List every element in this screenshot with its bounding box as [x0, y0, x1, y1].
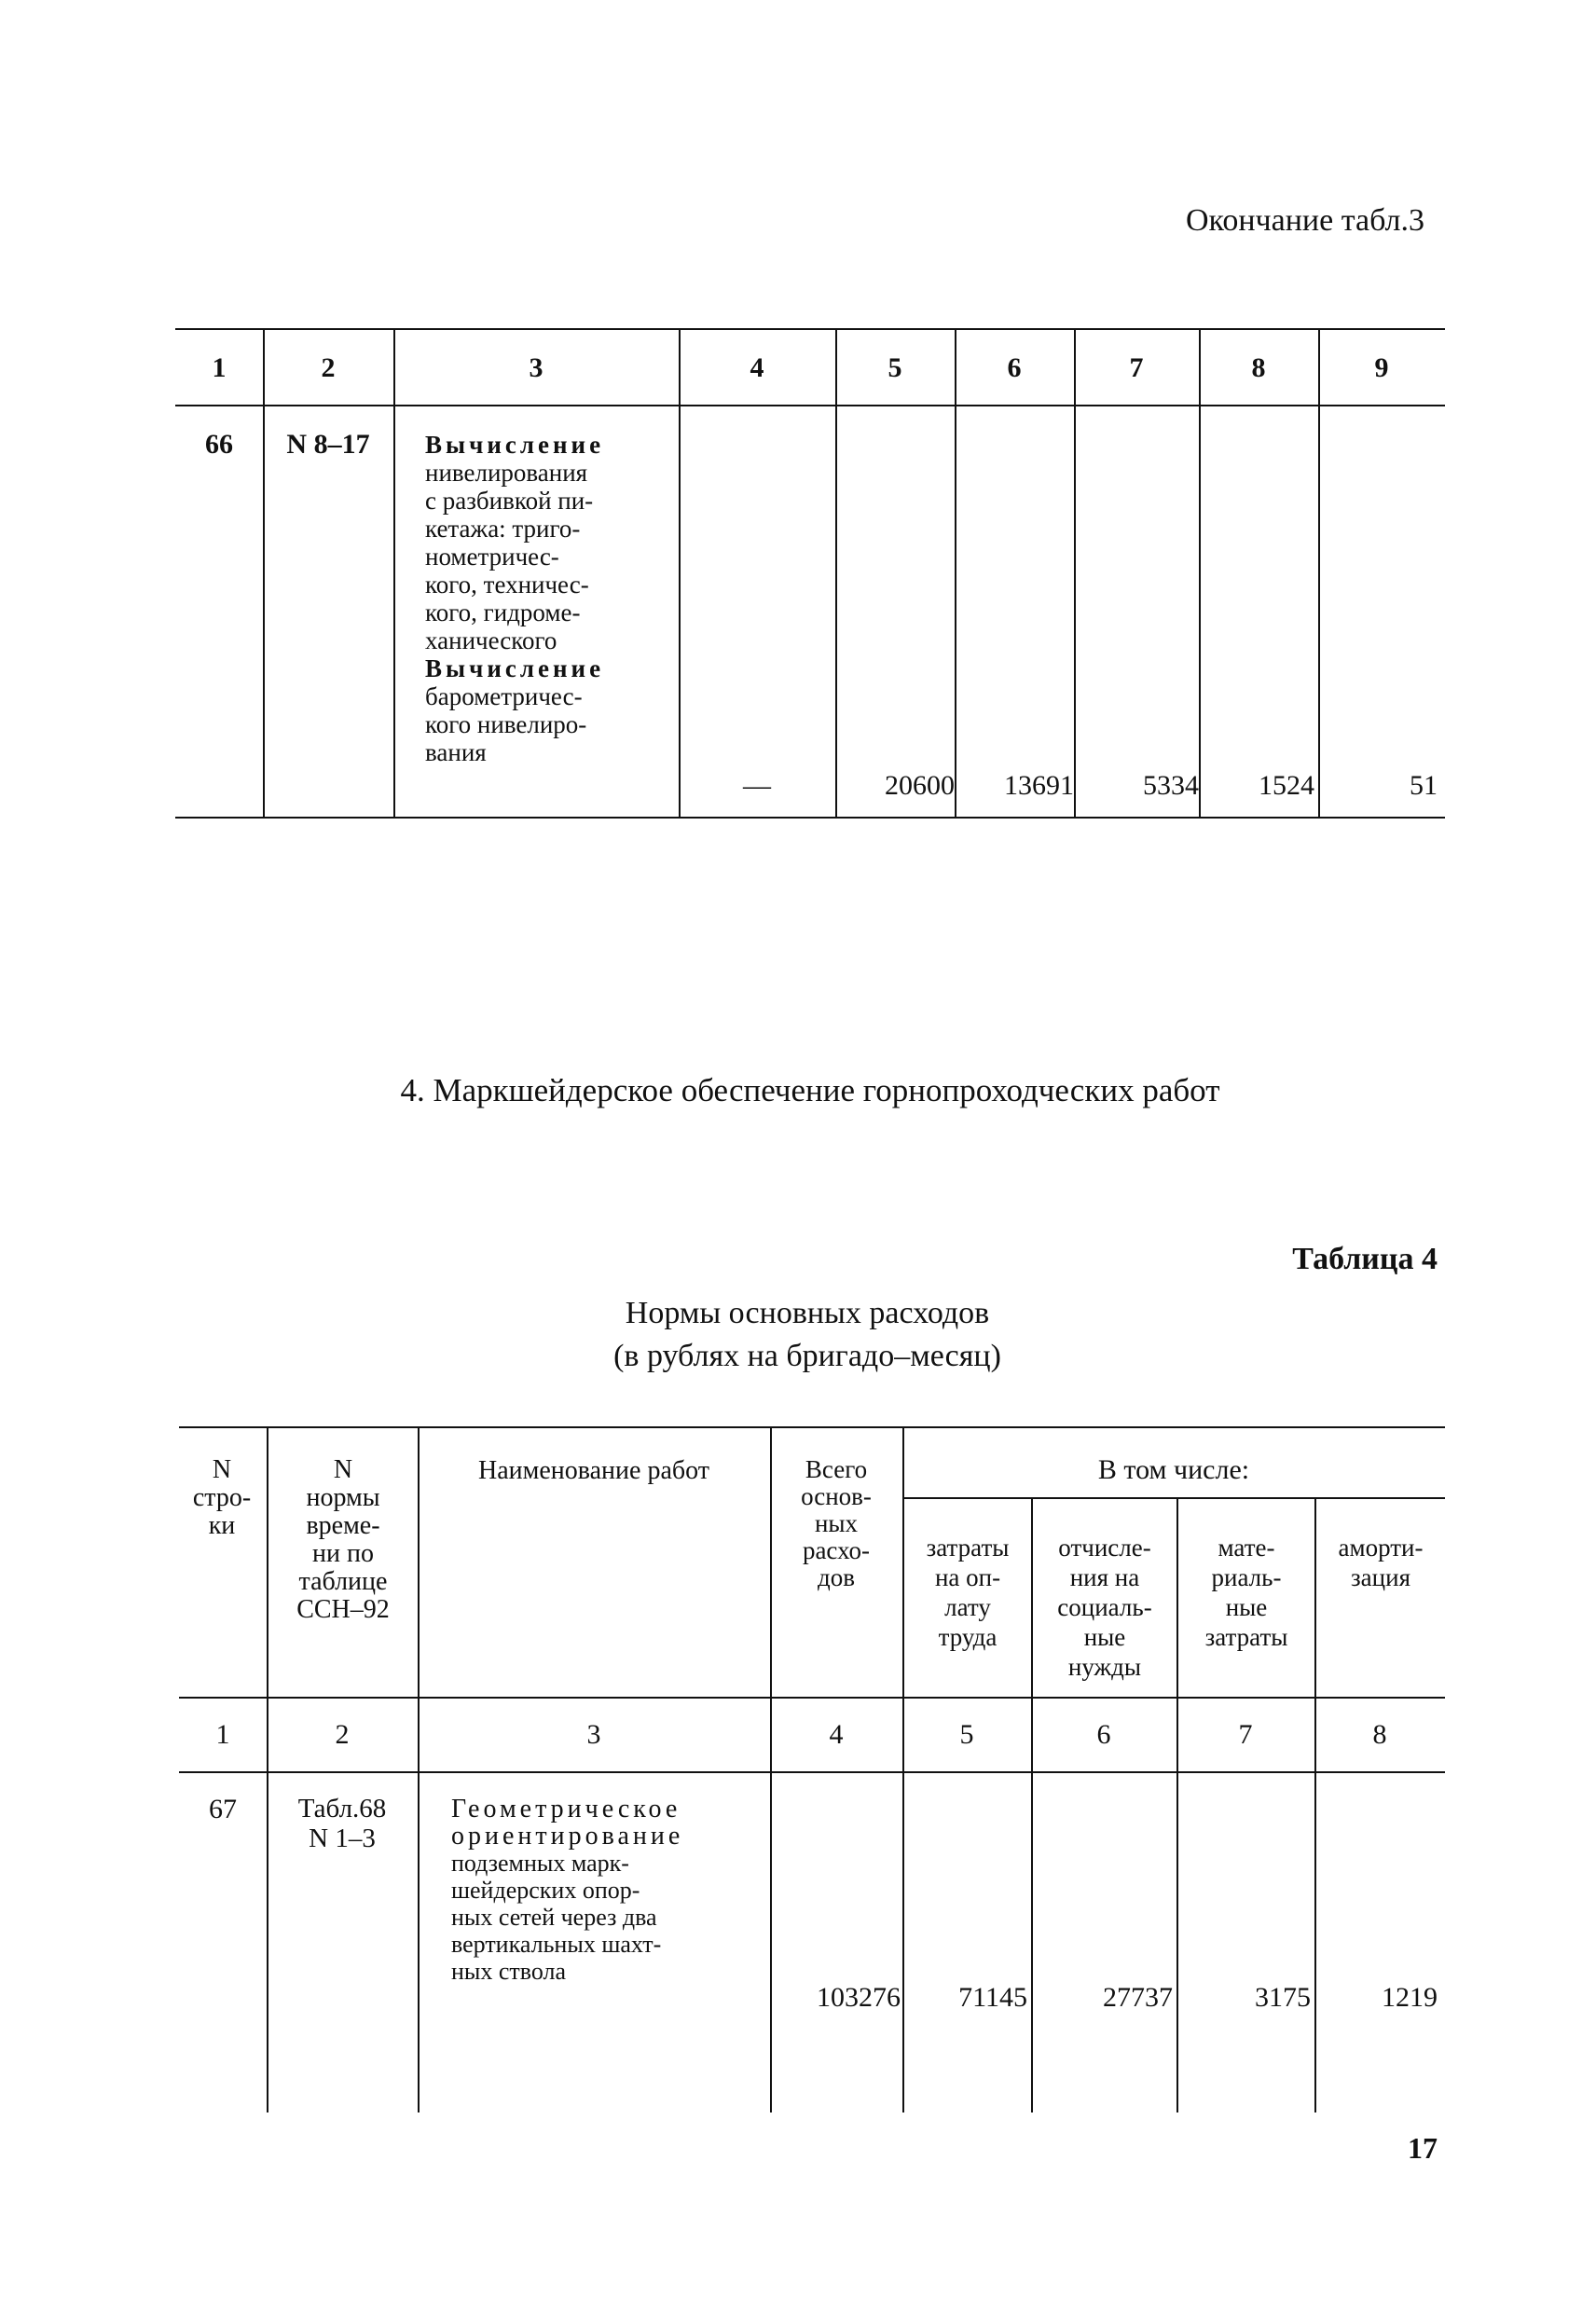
header-line: стро- — [192, 1483, 252, 1512]
work-line: с разбивкой пи- — [425, 487, 594, 515]
table3-header-cell: 4 — [750, 352, 764, 383]
table4-header-depreciation — [1316, 1533, 1445, 1592]
header-line: риаль- — [1211, 1563, 1282, 1591]
table4-subtitle: (в рублях на бригадо–месяц) — [613, 1339, 1001, 1373]
header-line: ния на — [1069, 1563, 1140, 1591]
header-line: ки — [208, 1511, 236, 1540]
table3-header-cell: 9 — [1374, 352, 1389, 383]
header-line: расхо- — [802, 1536, 871, 1564]
table4-subheader-rule — [902, 1497, 1445, 1499]
table3-header-cell: 5 — [887, 352, 902, 383]
table4-header-labor — [904, 1533, 1031, 1652]
work-title: Вычисление — [425, 654, 605, 682]
header-line: аморти- — [1338, 1534, 1424, 1562]
table3-col-divider — [955, 328, 956, 817]
table3-row-number: 66 — [205, 429, 233, 460]
work-title: Геометрическое — [451, 1795, 681, 1823]
table4-header-materials — [1178, 1533, 1314, 1652]
header-line: дов — [818, 1563, 855, 1591]
table3-col-divider — [835, 328, 837, 817]
norm-line: Табл.68 — [297, 1794, 387, 1823]
table4-header-work-name: Наименование работ — [478, 1456, 709, 1485]
work-line: кого, техничес- — [425, 571, 589, 599]
work-line: кетажа: триго- — [425, 515, 581, 543]
table3-col-divider — [679, 328, 681, 817]
table3-top-rule — [175, 328, 1445, 330]
table3-col-divider — [393, 328, 395, 817]
table4-column-number: 6 — [1096, 1719, 1111, 1750]
table4-header-row-number — [173, 1456, 270, 1540]
table4-column-number: 2 — [335, 1719, 350, 1750]
work-line: шейдерских опор- — [451, 1877, 640, 1904]
norm-line: N 1–3 — [309, 1823, 376, 1853]
header-line: лату — [944, 1593, 991, 1621]
work-line: кого, гидроме- — [425, 599, 581, 626]
header-line: отчисле- — [1058, 1534, 1151, 1562]
table3-bottom-rule — [175, 817, 1445, 819]
page-number: 17 — [1408, 2131, 1438, 2165]
table4-value: 27737 — [1103, 1982, 1173, 2013]
header-line: нужды — [1067, 1653, 1142, 1681]
table4-value: 1219 — [1382, 1982, 1438, 2013]
table4-column-number: 8 — [1372, 1719, 1387, 1750]
table4-column-number: 4 — [829, 1719, 844, 1750]
header-line: Всего — [805, 1455, 868, 1483]
table3-col-divider — [1318, 328, 1320, 817]
table3-col-divider — [263, 328, 265, 817]
header-line: ные — [1225, 1593, 1268, 1621]
table4-value: 71145 — [958, 1982, 1027, 2013]
work-line: вертикальных шахт- — [451, 1931, 662, 1958]
header-line: затраты — [1204, 1623, 1288, 1651]
header-line: N — [333, 1455, 353, 1484]
header-line: труда — [938, 1623, 998, 1651]
work-line: нометричес- — [425, 543, 559, 571]
header-line: зация — [1351, 1563, 1410, 1591]
work-line: ханического — [425, 626, 557, 654]
table4-header-social — [1033, 1533, 1176, 1682]
table4-label: Таблица 4 — [1292, 1242, 1438, 1276]
work-line: барометричес- — [425, 682, 583, 710]
continuation-label: Окончание табл.3 — [1186, 203, 1424, 238]
work-title: ориентирование — [451, 1822, 684, 1851]
header-line: ных — [814, 1509, 859, 1537]
work-line: ных ствола — [451, 1958, 567, 1985]
table3-value: 20600 — [885, 770, 955, 801]
table3-norm-ref: N 8–17 — [286, 429, 370, 460]
work-title: Вычисление — [425, 431, 605, 459]
table4-column-number: 3 — [586, 1719, 601, 1750]
section-title: 4. Маркшейдерское обеспечение горнопроходческих работ — [400, 1072, 1220, 1108]
work-line: нивелирования — [425, 459, 588, 487]
table4-norm-ref — [267, 1794, 418, 1853]
table4-col-divider — [418, 1426, 420, 2112]
table4-header-norm — [268, 1456, 418, 1624]
table4-column-number: 7 — [1238, 1719, 1253, 1750]
table4-title: Нормы основных расходов — [625, 1296, 990, 1330]
table4-number-rule — [179, 1771, 1445, 1773]
header-line: N — [212, 1455, 232, 1484]
header-line: време- — [306, 1511, 380, 1540]
table3-header-cell: 2 — [321, 352, 336, 383]
table3-header-cell: 8 — [1251, 352, 1266, 383]
header-line: ни по — [312, 1539, 374, 1568]
table4-header-rule — [179, 1697, 1445, 1699]
table4-column-number: 5 — [959, 1719, 974, 1750]
work-line: ных сетей через два — [451, 1904, 657, 1931]
header-line: затраты — [926, 1534, 1010, 1562]
table4-column-number: 1 — [215, 1719, 230, 1750]
header-line: социаль- — [1057, 1593, 1152, 1621]
table3-work-name — [425, 431, 677, 766]
work-line: подземных марк- — [451, 1850, 629, 1877]
table3-header-rule — [175, 405, 1445, 406]
header-line: мате- — [1218, 1534, 1275, 1562]
table3-col-divider — [1199, 328, 1201, 817]
table4-value: 103276 — [817, 1982, 901, 2013]
table3-value: 51 — [1410, 770, 1438, 801]
header-line: на оп- — [934, 1563, 1001, 1591]
work-line: кого нивелиро- — [425, 710, 587, 738]
header-line: таблице — [298, 1567, 388, 1596]
header-line: нормы — [306, 1483, 380, 1512]
table4-work-name — [451, 1796, 768, 1985]
work-line: вания — [425, 738, 487, 766]
table3-col-divider — [1074, 328, 1076, 817]
table4-value: 3175 — [1255, 1982, 1311, 2013]
table4-header-total — [770, 1456, 902, 1591]
table3-header-cell: 6 — [1007, 352, 1022, 383]
table3-header-cell: 1 — [212, 352, 227, 383]
table3-header-cell: 3 — [529, 352, 543, 383]
table3-value: 1524 — [1259, 770, 1314, 801]
table3-value: 5334 — [1143, 770, 1199, 801]
table4-row-number: 67 — [209, 1794, 237, 1824]
header-line: ССН–92 — [296, 1595, 390, 1624]
table3-header-cell: 7 — [1129, 352, 1144, 383]
table4-header-including: В том числе: — [1097, 1454, 1250, 1485]
header-line: основ- — [801, 1482, 872, 1510]
header-line: ные — [1083, 1623, 1126, 1651]
table4-top-rule — [179, 1426, 1445, 1428]
table3-value: 13691 — [1004, 770, 1074, 801]
table3-value: — — [743, 770, 771, 801]
